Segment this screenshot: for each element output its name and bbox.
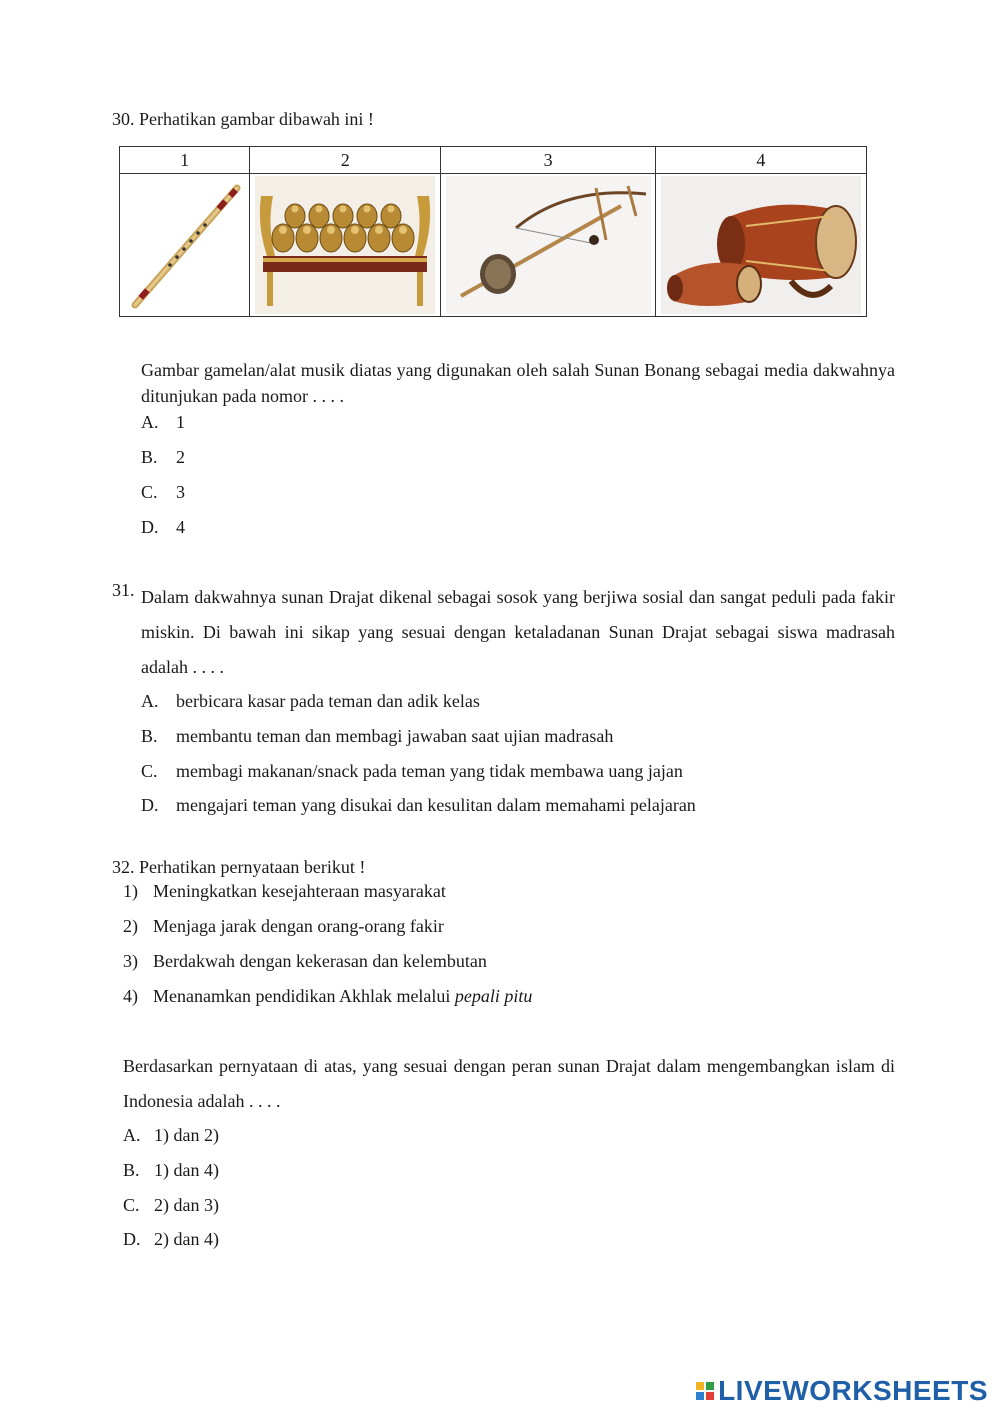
- bonang-icon: [255, 176, 435, 314]
- table-header-2: 2: [250, 147, 441, 174]
- q30-option-a[interactable]: A. 1: [141, 412, 185, 432]
- table-header-4: 4: [655, 147, 866, 174]
- table-cell-3: [441, 174, 655, 317]
- kendang-icon: [661, 176, 861, 314]
- q31-question-text: Dalam dakwahnya sunan Drajat dikenal sebagai sosok yang berjiwa sosial dan sangat peduli pada fakir miskin. Di bawah ini sikap yang sesuai dengan ketaladanan Sunan Drajat sebagai siswa madrasah adalah . . . .: [141, 587, 895, 677]
- q32-statement-2: 2) Menjaga jarak dengan orang-orang fakir: [123, 916, 444, 936]
- table-cell-2: [250, 174, 441, 317]
- q32-question-text: Berdasarkan pernyataan di atas, yang sesuai dengan peran sunan Drajat dalam mengembangkan islam di Indonesia adalah . . . .: [123, 1056, 895, 1111]
- q31-option-c[interactable]: C. membagi makanan/snack pada teman yang tidak membawa uang jajan: [141, 761, 683, 781]
- q32-option-a[interactable]: A. 1) dan 2): [123, 1125, 219, 1145]
- suling-icon: [125, 180, 245, 310]
- q32-title: 32. Perhatikan pernyataan berikut !: [112, 857, 366, 877]
- q30-title: 30. Perhatikan gambar dibawah ini !: [112, 109, 374, 129]
- q32-statement-4: 4) Menanamkan pendidikan Akhlak melalui pepali pitu: [123, 986, 533, 1006]
- liveworksheets-logo[interactable]: [696, 1375, 988, 1407]
- table-cell-1: [120, 174, 250, 317]
- q31-option-a[interactable]: A. berbicara kasar pada teman dan adik kelas: [141, 691, 480, 711]
- table-header-1: 1: [120, 147, 250, 174]
- q32-option-d[interactable]: D. 2) dan 4): [123, 1229, 219, 1249]
- table-cell-4: [655, 174, 866, 317]
- q32-statement-3: 3) Berdakwah dengan kekerasan dan kelembutan: [123, 951, 487, 971]
- italic-term: pepali pitu: [454, 986, 533, 1006]
- q32-option-c[interactable]: C. 2) dan 3): [123, 1195, 219, 1215]
- q31-option-b[interactable]: B. membantu teman dan membagi jawaban saat ujian madrasah: [141, 726, 614, 746]
- q31-option-d[interactable]: D. mengajari teman yang disukai dan kesulitan dalam memahami pelajaran: [141, 795, 696, 815]
- table-header-3: 3: [441, 147, 655, 174]
- q30-question-text: Gambar gamelan/alat musik diatas yang digunakan oleh salah Sunan Bonang sebagai media dakwahnya ditunjukan pada nomor . . . .: [141, 360, 895, 406]
- q32-option-b[interactable]: B. 1) dan 4): [123, 1160, 219, 1180]
- q31-number: 31.: [112, 580, 135, 600]
- rebab-icon: [446, 176, 651, 314]
- logo-text: LIVEWORKSHEETS: [718, 1375, 988, 1406]
- q30-option-c[interactable]: C. 3: [141, 482, 185, 502]
- q32-statement-1: 1) Meningkatkan kesejahteraan masyarakat: [123, 881, 446, 901]
- q30-option-d[interactable]: D. 4: [141, 517, 185, 537]
- instrument-table: [119, 146, 867, 317]
- logo-mark-icon: [696, 1382, 714, 1400]
- q30-option-b[interactable]: B. 2: [141, 447, 185, 467]
